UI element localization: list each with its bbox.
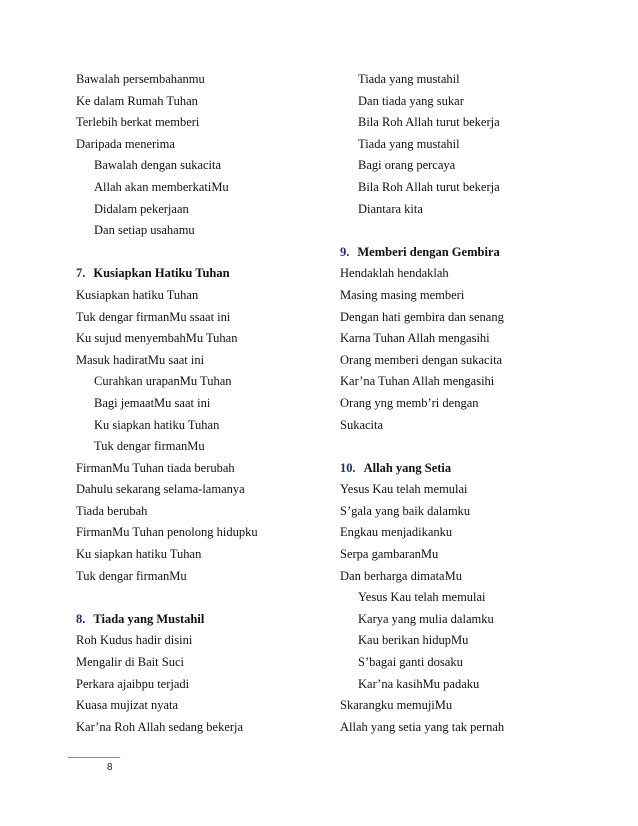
lyric-line: Perkara ajaibpu terjadi [76, 676, 190, 691]
lyric-line: Bawalah dengan sukacita [94, 158, 222, 173]
lyric-line: Dan berharga dimataMu [340, 568, 462, 583]
lyric-line: Daripada menerima [76, 136, 175, 151]
lyric-line: Hendaklah hendaklah [340, 266, 449, 281]
song-heading-9 [340, 242, 610, 264]
lyric-line: FirmanMu Tuhan penolong hidupku [76, 525, 258, 540]
lyric-line: Mengalir di Bait Suci [76, 655, 184, 670]
song-title: Kusiapkan Hatiku Tuhan [93, 266, 230, 281]
page-number: 8 [107, 762, 113, 773]
lyric-line: Bagi orang percaya [358, 158, 456, 173]
spacer [76, 242, 326, 264]
song-number: 10. [340, 460, 356, 475]
lyric-line: Bila Roh Allah turut bekerja [358, 179, 500, 194]
lyric-line: Tuk dengar firmanMu ssaat ini [76, 309, 231, 324]
lyric-line: Bagi jemaatMu saat ini [94, 395, 211, 410]
lyric-line: Kusiapkan hatiku Tuhan [76, 287, 199, 302]
song-number: 9. [340, 244, 350, 259]
lyric-line: Tiada berubah [76, 503, 148, 518]
lyric-line: Ku siapkan hatiku Tuhan [76, 547, 202, 562]
lyric-line: Masing masing memberi [340, 287, 465, 302]
footer-divider [68, 757, 120, 758]
left-column [76, 69, 326, 738]
song-heading-10 [340, 458, 610, 480]
lyric-line: Orang memberi dengan sukacita [340, 352, 503, 367]
lyric-line: Ku siapkan hatiku Tuhan [94, 417, 220, 432]
spacer [340, 436, 610, 458]
lyric-line: Tuk dengar firmanMu [94, 439, 205, 454]
song-number: 8. [76, 611, 86, 626]
lyric-line: Kau berikan hidupMu [358, 633, 469, 648]
lyric-line: Engkau menjadikanku [340, 525, 453, 540]
lyric-line: Terlebih berkat memberi [76, 115, 200, 130]
song-title: Memberi dengan Gembira [357, 244, 500, 259]
lyric-line: Dan setiap usahamu [94, 223, 195, 238]
song-title: Tiada yang Mustahil [93, 611, 205, 626]
lyric-line: Allah akan memberkatiMu [94, 179, 229, 194]
lyric-line: Tuk dengar firmanMu [76, 568, 187, 583]
spacer [76, 587, 326, 609]
spacer [340, 220, 610, 242]
lyric-line: Yesus Kau telah memulai [340, 482, 468, 497]
right-column [340, 69, 610, 738]
lyric-line: Serpa gambaranMu [340, 547, 439, 562]
lyric-line: Dahulu sekarang selama-lamanya [76, 482, 245, 497]
song-heading-8 [76, 609, 326, 631]
lyric-line: Roh Kudus hadir disini [76, 633, 193, 648]
lyric-line: FirmanMu Tuhan tiada berubah [76, 460, 235, 475]
lyric-line: Kar’na Tuhan Allah mengasihi [340, 374, 495, 389]
lyric-line: Ku sujud menyembahMu Tuhan [76, 331, 238, 346]
lyric-line: Karya yang mulia dalamku [358, 611, 494, 626]
song-heading-7 [76, 263, 326, 285]
lyric-line: Sukacita [340, 417, 384, 432]
lyric-line: S’gala yang baik dalamku [340, 503, 471, 518]
lyric-line: Skarangku memujiMu [340, 698, 453, 713]
lyric-line: Orang yng memb’ri dengan [340, 395, 479, 410]
lyric-line: Allah yang setia yang tak pernah [340, 719, 505, 734]
lyric-line: Dengan hati gembira dan senang [340, 309, 504, 324]
lyric-line: Kar’na Roh Allah sedang bekerja [76, 719, 244, 734]
lyric-line: Yesus Kau telah memulai [358, 590, 486, 605]
lyric-line: S’bagai ganti dosaku [358, 655, 463, 670]
lyric-line: Curahkan urapanMu Tuhan [94, 374, 232, 389]
lyric-line: Kuasa mujizat nyata [76, 698, 179, 713]
lyric-line: Ke dalam Rumah Tuhan [76, 93, 198, 108]
song-number: 7. [76, 266, 86, 281]
lyric-line: Masuk hadiratMu saat ini [76, 352, 205, 367]
lyric-line: Tiada yang mustahil [358, 136, 460, 151]
song-title: Allah yang Setia [363, 460, 452, 475]
lyric-line: Kar’na kasihMu padaku [358, 676, 480, 691]
lyric-line: Diantara kita [358, 201, 423, 216]
lyric-line: Bawalah persembahanmu [76, 72, 205, 86]
lyric-line: Didalam pekerjaan [94, 201, 189, 216]
lyric-line: Tiada yang mustahil [358, 72, 460, 86]
lyric-line: Dan tiada yang sukar [358, 93, 464, 108]
lyric-line: Karna Tuhan Allah mengasihi [340, 331, 490, 346]
lyric-line: Bila Roh Allah turut bekerja [358, 115, 500, 130]
